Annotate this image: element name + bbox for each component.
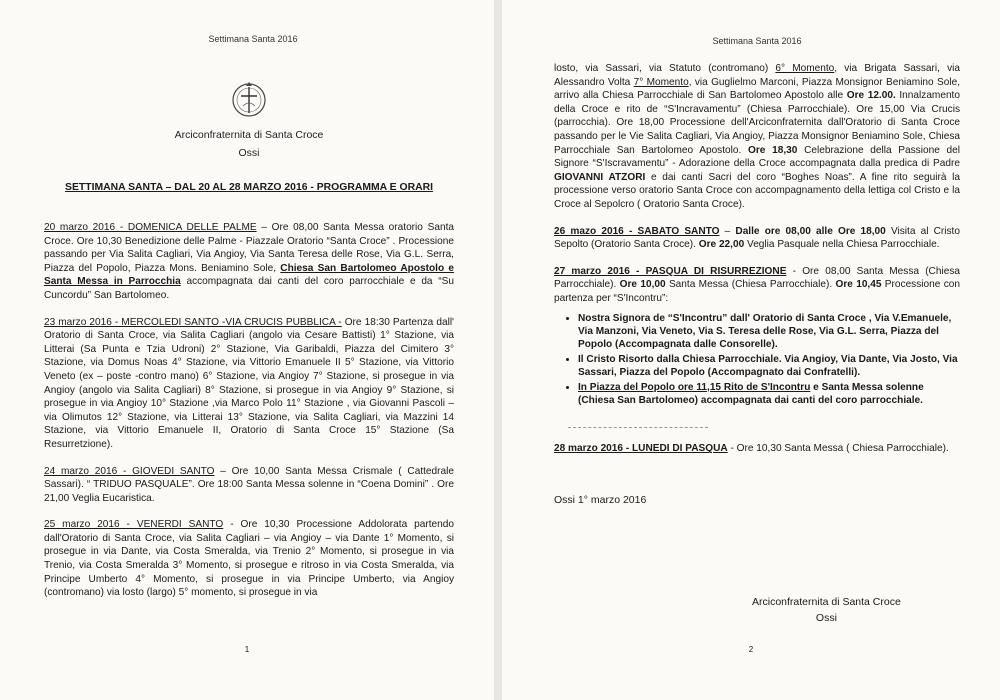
signature-org: Arciconfraternita di Santa Croce [752, 596, 901, 608]
section-sabato: 26 mazo 2016 - SABATO SANTO – Dalle ore 08,00 alle Ore 18,00 Visita al Cristo Sepolto (Oratorio Santa Croce). Ore 22,00 Veglia Pasquale nella Chiesa Parrocchiale. [554, 225, 960, 251]
document-title: SETTIMANA SANTA – DAL 20 AL 28 MARZO 2016 - PROGRAMMA E ORARI [65, 182, 433, 193]
section-pasqua: 27 marzo 2016 - PASQUA DI RISURREZIONE - Ore 08,00 Santa Messa (Chiesa Parrocchiale). Ore 10,00 Santa Messa (Chiesa Parrocchiale). Ore 10,45 Processione con partenza per “S'Incontru”: [554, 265, 960, 304]
list-item: • In Piazza del Popolo ore 11,15 Rito de S'Incontru e Santa Messa solenne (Chiesa San Bartolomeo) accompagnata dai canti del coro parrocchiale. [578, 381, 960, 408]
section-mercoledi: 23 marzo 2016 - MERCOLEDI SANTO -VIA CRUCIS PUBBLICA - Ore 18:30 Partenza dall' Oratorio di Santa Croce, via Salita Cagliari (angolo via Cesare Battisti) 1° Stazione, via Litterai (Sa Punta e Tzia Udroni) 2° Stazione, Via Garibaldi, Piazza del Cimitero 3° Stazione, via Domus Noas 4° Stazione, via Vittorio Emanuele II 5° Stazione, via Vittorio Veneto (ex – poste -contro mano) 6° Stazione, via Angioy 7° Stazione, si prosegue in via Angioy (angolo via Salita Cagliari) 8° Stazione, si prosegue in via Angioy 9° Stazione, si prosegue in via Angioy 10° Stazione ,via Marco Polo 11° Stazione , via Giovanni Pascoli – via Olimutos 12° Stazione, via Litterai 13° Stazione, via Salita Cagliari, via Mazzini 14 Stazione, via Vittorio Emanuele II, Oratorio di Santa Croce 15° Stazione (Sa Resurretzione). [44, 316, 454, 450]
org-name: Arciconfraternita di Santa Croce [174, 129, 324, 141]
section-venerdi-continued: losto, via Sassari, via Statuto (contromano) 6° Momento, via Brigata Sassari, via Alessandro Volta 7° Momento, via Guglielmo Marconi, Piazza Monsignor Beniamino Sole, arrivo alla Chiesa Parrocchiale di San Bartolomeo Apostolo alle Ore 12.00. Innalzamento della Croce e rito de “S'Incravamentu” (Chiesa Parrocchiale). Ore 15,00 Via Crucis (parrocchia). Ore 18,00 Processione dell'Arciconfraternita dall'Oratorio di Santa Croce passando per le Vie Salita Cagliari, Via Angioy, Piazza Monsignor Beniamino Sole, Chiesa Parrocchiale San Bartolomeo Apostolo. Ore 18,30 Celebrazione della Passione del Signore “S'Iscravamentu” - Adorazione della Croce accompagnata dalla predica di Padre GIOVANNI ATZORI e dai canti Sacri del coro “Boghes Noas”. A fine rito seguirà la processione verso oratorio Santa Croce con accompagnamento della lettiga col Cristo e la Croce al Sepolcro ( Oratorio Santa Croce). [554, 63, 961, 210]
signature-city: Ossi [815, 612, 837, 624]
section-palme: 20 marzo 2016 - DOMENICA DELLE PALME – Ore 08,00 Santa Messa oratorio Santa Croce. Ore 10,30 Benedizione delle Palme - Piazzale Oratorio “Santa Croce” . Processione passando per Via Salita Cagliari, Via Angioy, Via Santa Teresa delle Rose, Via G.L. Serra, Piazza del Popolo, Piazza Mons. Beniamino Sole, Chiesa San Bartolomeo Apostolo e Santa Messa in Parrocchia accompagnata dai canti del coro parrocchiale e da “Su Cuncordu” San Bartolomeo. [44, 222, 454, 301]
procession-list [554, 312, 960, 408]
document-page-1 [0, 0, 494, 700]
document-page-2 [502, 0, 1000, 700]
section-date: 20 marzo 2016 - DOMENICA DELLE PALME [44, 222, 257, 233]
section-date: 24 marzo 2016 - GIOVEDI SANTO [44, 465, 215, 477]
section-lunedi: 28 marzo 2016 - LUNEDI DI PASQUA - Ore 10,30 Santa Messa ( Chiesa Parrocchiale). [554, 443, 949, 455]
place-date: Ossi 1° marzo 2016 [554, 493, 647, 506]
page-number: 1 [244, 645, 250, 654]
section-date: 26 mazo 2016 - SABATO SANTO [554, 225, 720, 237]
section-date: 25 marzo 2016 - VENERDI SANTO [44, 519, 224, 531]
list-item: • Il Cristo Risorto dalla Chiesa Parrocchiale. Via Angioy, Via Dante, Via Josto, Via Sassari, Piazza del Popolo (Accompagnato dai Confratelli). [578, 353, 960, 380]
section-date: 23 marzo 2016 - MERCOLEDI SANTO -VIA CRUCIS PUBBLICA - [44, 316, 342, 328]
divider [568, 427, 708, 428]
org-city: Ossi [238, 147, 260, 159]
signature-block [752, 594, 901, 626]
list-item: • Nostra Signora de “S'Incontru” dall' Oratorio di Santa Croce , Via V.Emanuele, Via Manzoni, Via Veneto, Via S. Teresa delle Rose, Via G.L. Serra, Piazza del Popolo (Accompagnata dalle Consorelle). [578, 312, 960, 352]
page-header: Settimana Santa 2016 [208, 34, 298, 44]
section-venerdi: 25 marzo 2016 - VENERDI SANTO - Ore 10,30 Processione Addolorata partendo dall'Oratorio di Santa Croce, via Salita Cagliari – via Angioy – via Dante 1° Momento, si prosegue in via Dante, via Costa Smeralda, via Trenio 2° Momento, si prosegue in via Trenio, via Costa Smeralda 3° Momento, si prosegue e ritroso in via Costa Smeralda, via Principe Umberto 4° Momento, si prosegue in via Principe Umberto, via Angioy (contromano) via losto (largo) 5° momento, si prosegue in via [44, 519, 454, 599]
section-giovedi: 24 marzo 2016 - GIOVEDI SANTO – Ore 10,00 Santa Messa Crismale ( Cattedrale Sassari). “ TRIDUO PASQUALE”. Ore 18:00 Santa Messa solenne in “Coena Domini” . Ore 21,00 Veglia Eucaristica. [44, 465, 454, 504]
confraternity-seal-icon [227, 78, 271, 122]
page-number: 2 [748, 645, 754, 654]
page-header: Settimana Santa 2016 [712, 36, 802, 46]
section-date: 28 marzo 2016 - LUNEDI DI PASQUA [554, 443, 728, 455]
section-date: 27 marzo 2016 - PASQUA DI RISURREZIONE [554, 265, 787, 277]
